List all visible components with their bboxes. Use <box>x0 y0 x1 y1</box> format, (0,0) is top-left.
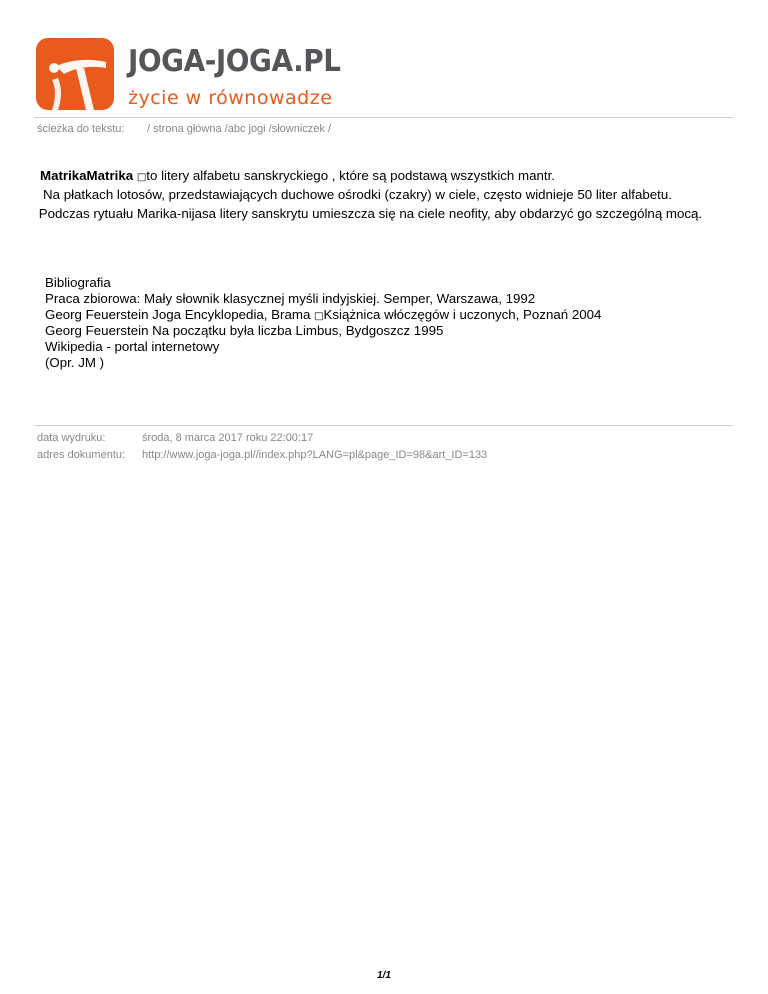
page-number: 1/1 <box>377 970 391 981</box>
breadcrumb[interactable]: / strona główna /abc jogi /słowniczek / <box>147 123 332 135</box>
bibliography-item: Wikipedia - portal internetowy <box>45 339 220 354</box>
article-line-2: Na płatkach lotosów, przedstawiających duchowe ośrodki (czakry) w ciele, często widnieje 50 liter alfabetu. <box>43 187 672 202</box>
print-date-label: data wydruku: <box>37 432 106 444</box>
bibliography-item: (Opr. JM ) <box>45 355 105 370</box>
bibliography-heading: Bibliografia <box>45 275 111 290</box>
article-paragraph-3 <box>35 206 729 222</box>
bibliography-item: Praca zbiorowa: Mały słownik klasycznej myśli indyjskiej. Semper, Warszawa, 1992 <box>45 291 536 306</box>
breadcrumb-label: ścieżka do tekstu: <box>37 123 125 135</box>
bibliography-item-part: Książnica włóczęgów i uczonych, Poznań 2004 <box>323 307 602 322</box>
top-divider <box>34 117 733 118</box>
bibliography-item: Georg Feuerstein Na początku była liczba Limbus, Bydgoszcz 1995 <box>45 323 444 338</box>
article-term: MatrikaMatrika <box>40 168 134 183</box>
print-date-value: środa, 8 marca 2017 roku 22:00:17 <box>142 432 314 444</box>
document-address-label: adres dokumentu: <box>37 449 126 461</box>
document-address-link[interactable]: http://www.joga-joga.pl//index.php?LANG=pl&page_ID=98&art_ID=133 <box>142 449 488 461</box>
site-logo[interactable] <box>36 38 356 110</box>
missing-glyph-icon: □ <box>314 311 324 322</box>
bottom-divider <box>34 425 733 426</box>
bibliography-item-part: Georg Feuerstein Joga Encyklopedia, Brama <box>45 307 311 322</box>
article-definition: to litery alfabetu sanskryckiego , które są podstawą wszystkich mantr. <box>146 168 555 183</box>
logo-tagline: życie w równowadze <box>128 87 333 109</box>
missing-glyph-icon: □ <box>136 172 147 183</box>
logo-title: JOGA-JOGA.PL <box>128 44 341 79</box>
yoga-figure-icon <box>36 38 114 110</box>
article-first-line <box>40 168 555 186</box>
article-paragraph-3-text: Podczas rytuału Marika-nijasa litery sanskrytu umieszcza się na ciele neofity, aby obdarzyć go szczególną mocą. <box>38 206 703 221</box>
